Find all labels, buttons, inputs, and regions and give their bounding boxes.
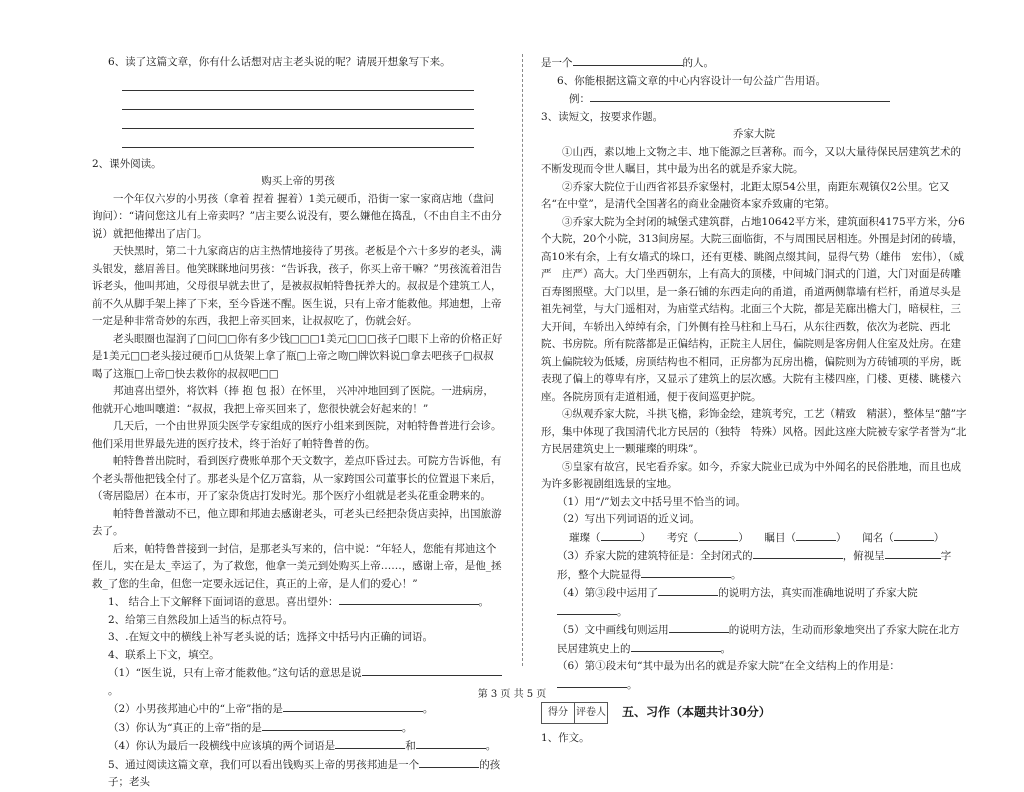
article-title: 乔家大院 bbox=[733, 128, 775, 140]
synonym-line: 璀璨（ ） 考究（ ） 瞩目（ ） 闻名（ ） bbox=[541, 529, 967, 548]
answer-blank[interactable] bbox=[753, 547, 843, 559]
score-label: 得分 bbox=[542, 703, 575, 723]
question-r5: （5）文中画线句则运用 的说明方法，生动而形象地突出了乔家大院在北方民居建筑史上的 。 bbox=[541, 621, 967, 658]
answer-blank[interactable] bbox=[601, 529, 641, 541]
grader-label: 评卷人 bbox=[576, 707, 606, 718]
question-4: 4、联系上下文，填空。 bbox=[108, 648, 220, 661]
article-paragraph: ③乔家大院为全封闭的城堡式建筑群，占地10642平方米，建筑面积4175平方米，分6个大院，20个小院，313间房屋。大院三面临街，不与周围民居相连。外围是封闭的砖墙，高10米有余，上有女墙式的垛口，还有更楼、眺阁点缀其间，显得气势（雄伟 宏伟），（威严 庄严）高大。大门坐西朝东，上有高大的顶楼，中间城门洞式的门道，大门对面是砖雕百寿图照壁。大门以里，是一条石铺的东西走向的甬道，甬道两侧靠墙有栏杆，甬道尽头是祖先祠堂，与大门遥相对，为庙堂式结构。北面三个大院，都是芜廊出檐大门，暗棂柱，三大开间，车轿出入绰绰有余，门外侧有拴马柱和上马石，从东往西数，依次为老院、西北院、书房院。所有院落都是正偏结构，正院主人居住，偏院则是客房佣人住室及灶房。在建筑上偏院较为低矮，房顶结构也不相同，正房都为瓦房出檐，偏院则为方砖铺项的平房，既表现了偏上的尊卑有序，又显示了建筑上的层次感。大院有主楼四座，门楼、更楼、眺楼六座。各院房顶有走道相通，便于夜间巡更护院。 bbox=[541, 215, 965, 403]
story-paragraph: 后来，帕特鲁普接到一封信，是那老头写来的，信中说：“年轻人，您能有邦迪这个侄儿，实在是太_幸运了，为了救您，他拿一美元到处购买上帝……，感谢上帝，是他_拯救_了您的生命，但您一定要永远记住，真正的上帝，是人们的爱心！” bbox=[92, 542, 502, 590]
answer-blank[interactable] bbox=[631, 640, 721, 652]
question-r6: （6）第①段末句“其中最为出名的就是乔家大院”在全文结构上的作用是：。 bbox=[557, 660, 900, 691]
story-paragraph: 天快黑时，第二十九家商店的店主热情地接待了男孩。老板是个六十多岁的老头，满头银发，慈眉善目。他笑眯眯地问男孩：“告诉我，孩子，你买上帝干嘛？”男孩流着泪告诉老头，他叫邦迪，父母很早就去世了，是被叔叔帕特鲁抚养大的。叔叔是个建筑工人，前不久从脚手架上摔了下来，至今昏迷不醒。医生说，只有上帝才能救他。邦迪想，上帝一定是种非常奇妙的东西，我把上帝买回来，让叔叔吃了，伤就会好。 bbox=[92, 245, 502, 327]
article-paragraph: ①山西，素以地上文物之丰、地下能源之巨著称。而今，又以大量待保民居建筑艺术的不断发现而令世人瞩目，其中最为出名的就是乔家大院。 bbox=[541, 145, 961, 175]
question-5: 5、通过阅读这篇文章，我们可以看出钱购买上帝的男孩邦迪是一个 的孩子；老头 bbox=[92, 756, 504, 792]
answer-blank[interactable] bbox=[335, 737, 405, 749]
question-4-3: （3）你认为“真正的上帝”指的是 。 bbox=[92, 719, 504, 738]
answer-blank[interactable] bbox=[894, 529, 934, 541]
answer-line bbox=[122, 110, 474, 129]
story-paragraph: 邦迪喜出望外，将饮料（捧 抱 包 报）在怀里， 兴冲冲地回到了医院。一进病房，他就开心地叫嚷道：“叔叔，我把上帝买回来了，您很快就会好起来的！” bbox=[92, 385, 494, 415]
answer-blank[interactable] bbox=[416, 737, 486, 749]
question-6-text: 6、读了这篇文章，你有什么话想对店主老头说的呢？请展开想象写下来。 bbox=[108, 56, 451, 68]
answer-line bbox=[122, 72, 474, 91]
story-paragraph: 帕特鲁普出院时，看到医疗费账单那个天文数字，差点吓昏过去。可院方告诉他，有个老头帮他把钱全付了。那老头是个亿万富翁，从一家跨国公司董事长的位置退下来后，（寄居隐居）在本市，开了家杂货店打发时光。那个医疗小组就是老头花重金聘来的。 bbox=[92, 455, 502, 502]
answer-line bbox=[122, 129, 474, 148]
question-2: 2、给第三自然段加上适当的标点符号。 bbox=[108, 613, 294, 626]
answer-blank[interactable] bbox=[641, 566, 731, 578]
column-divider bbox=[522, 54, 523, 666]
section-2-heading: 2、课外阅读。 bbox=[92, 157, 162, 170]
answer-blank[interactable] bbox=[698, 529, 738, 541]
question-r4: （4）第③段中运用了 的说明方法，真实而准确地说明了乔家大院。 bbox=[541, 584, 967, 621]
section-3-heading: 3、读短文，按要求作题。 bbox=[541, 110, 664, 123]
answer-blank[interactable] bbox=[362, 664, 502, 676]
answer-blank[interactable] bbox=[573, 54, 683, 66]
answer-blank[interactable] bbox=[590, 90, 890, 102]
score-box bbox=[541, 702, 608, 724]
question-r1: （1）用“/”划去文中括号里不恰当的词。 bbox=[557, 495, 746, 508]
answer-blank[interactable] bbox=[885, 547, 941, 559]
story-paragraph: 老头眼圈也湿润了□问□□你有多少钱□□□1美元□□□孩子□眼下上帝的价格正好是1美元□□老头接过硬币□从货架上拿了瓶□上帝之吻□牌饮料说□拿去吧孩子□叔叔喝了这瓶□上帝□快去救你的叔叔吧□□ bbox=[92, 332, 503, 380]
article-paragraph: ④纵观乔家大院，斗拱飞檐，彩饰金绘，建筑考究，工艺（精致 精湛），整体呈“囍”字形，集中体现了我国清代北方民居的（独特 特殊）风格。因此这座大院被专家学者誉为“北方民居建筑史上一颗璀璨的明珠”。 bbox=[541, 408, 967, 455]
answer-blank[interactable] bbox=[796, 529, 836, 541]
question-1: 1、 结合上下文解释下面词语的意思。喜出望外： 。 bbox=[92, 593, 504, 612]
answer-blank[interactable] bbox=[658, 584, 718, 596]
article-paragraph: ⑤皇家有故宫，民宅看乔家。如今，乔家大院业已成为中外闻名的民俗胜地，而且也成为许多影视剧组选景的宝地。 bbox=[541, 460, 961, 490]
story-title: 购买上帝的男孩 bbox=[261, 175, 335, 187]
answer-blank[interactable] bbox=[339, 593, 479, 605]
question-6-right: 6、你能根据这篇文章的中心内容设计一句公益广告用语。 bbox=[557, 74, 827, 87]
answer-line bbox=[122, 91, 474, 110]
question-4-4: （4）你认为最后一段横线中应该填的两个词语是 和 。 bbox=[92, 737, 504, 756]
question-3: 3、.在短文中的横线上补写老头说的话；选择文中括号内正确的词语。 bbox=[108, 631, 434, 643]
left-column bbox=[92, 54, 504, 792]
story-paragraph: 帕特鲁普激动不已，他立即和邦迪去感谢老头，可老头已经把杂货店卖掉，出国旅游去了。 bbox=[92, 507, 502, 537]
question-r3: （3）乔家大院的建筑特征是：全封闭式的 ，俯视呈 字形，整个大院显得 。 bbox=[541, 547, 967, 584]
answer-blank[interactable] bbox=[262, 719, 402, 731]
question-r2: （2）写出下列词语的近义词。 bbox=[557, 513, 701, 525]
answer-blank[interactable] bbox=[557, 603, 617, 615]
story-paragraph: 几天后，一个由世界顶尖医学专家组成的医疗小组来到医院，对帕特鲁普进行会诊。他们采用世界最先进的医疗技术，终于治好了帕特鲁普的伤。 bbox=[92, 420, 502, 450]
answer-blank[interactable] bbox=[669, 621, 729, 633]
example-line: 例： bbox=[541, 90, 967, 109]
continued-line: 是一个 的人。 bbox=[541, 54, 967, 73]
article-paragraph: ②乔家大院位于山西省祁县乔家堡村，北距太原54公里，南距东观镇仅2公里。它又名“在中堂”，是清代全国著名的商业金融资本家乔致庸的宅第。 bbox=[541, 180, 950, 210]
answer-blank[interactable] bbox=[419, 756, 479, 768]
question-4-1: （1）“医生说，只有上帝才能救他。”这句话的意思是说。 bbox=[92, 664, 504, 700]
score-row bbox=[541, 702, 967, 724]
page-footer: 第 3 页 共 5 页 bbox=[477, 689, 547, 700]
story-paragraph: 一个年仅六岁的小男孩（拿着 捏着 握着）1美元硬币，沿街一家一家商店地（盘问 询问）：“请问您这儿有上帝卖吗？”店主要么说没有，要么嫌他在捣乱，（不由自主不由分说）就把他撵出了店门。 bbox=[92, 192, 502, 240]
composition-prompt: 1、作文。 bbox=[541, 732, 590, 744]
right-column bbox=[541, 54, 967, 748]
section-5-title: 五、习作（本题共计30分） bbox=[622, 705, 771, 720]
question-4-2: （2）小男孩邦迪心中的“上帝”指的是 。 bbox=[92, 700, 504, 719]
